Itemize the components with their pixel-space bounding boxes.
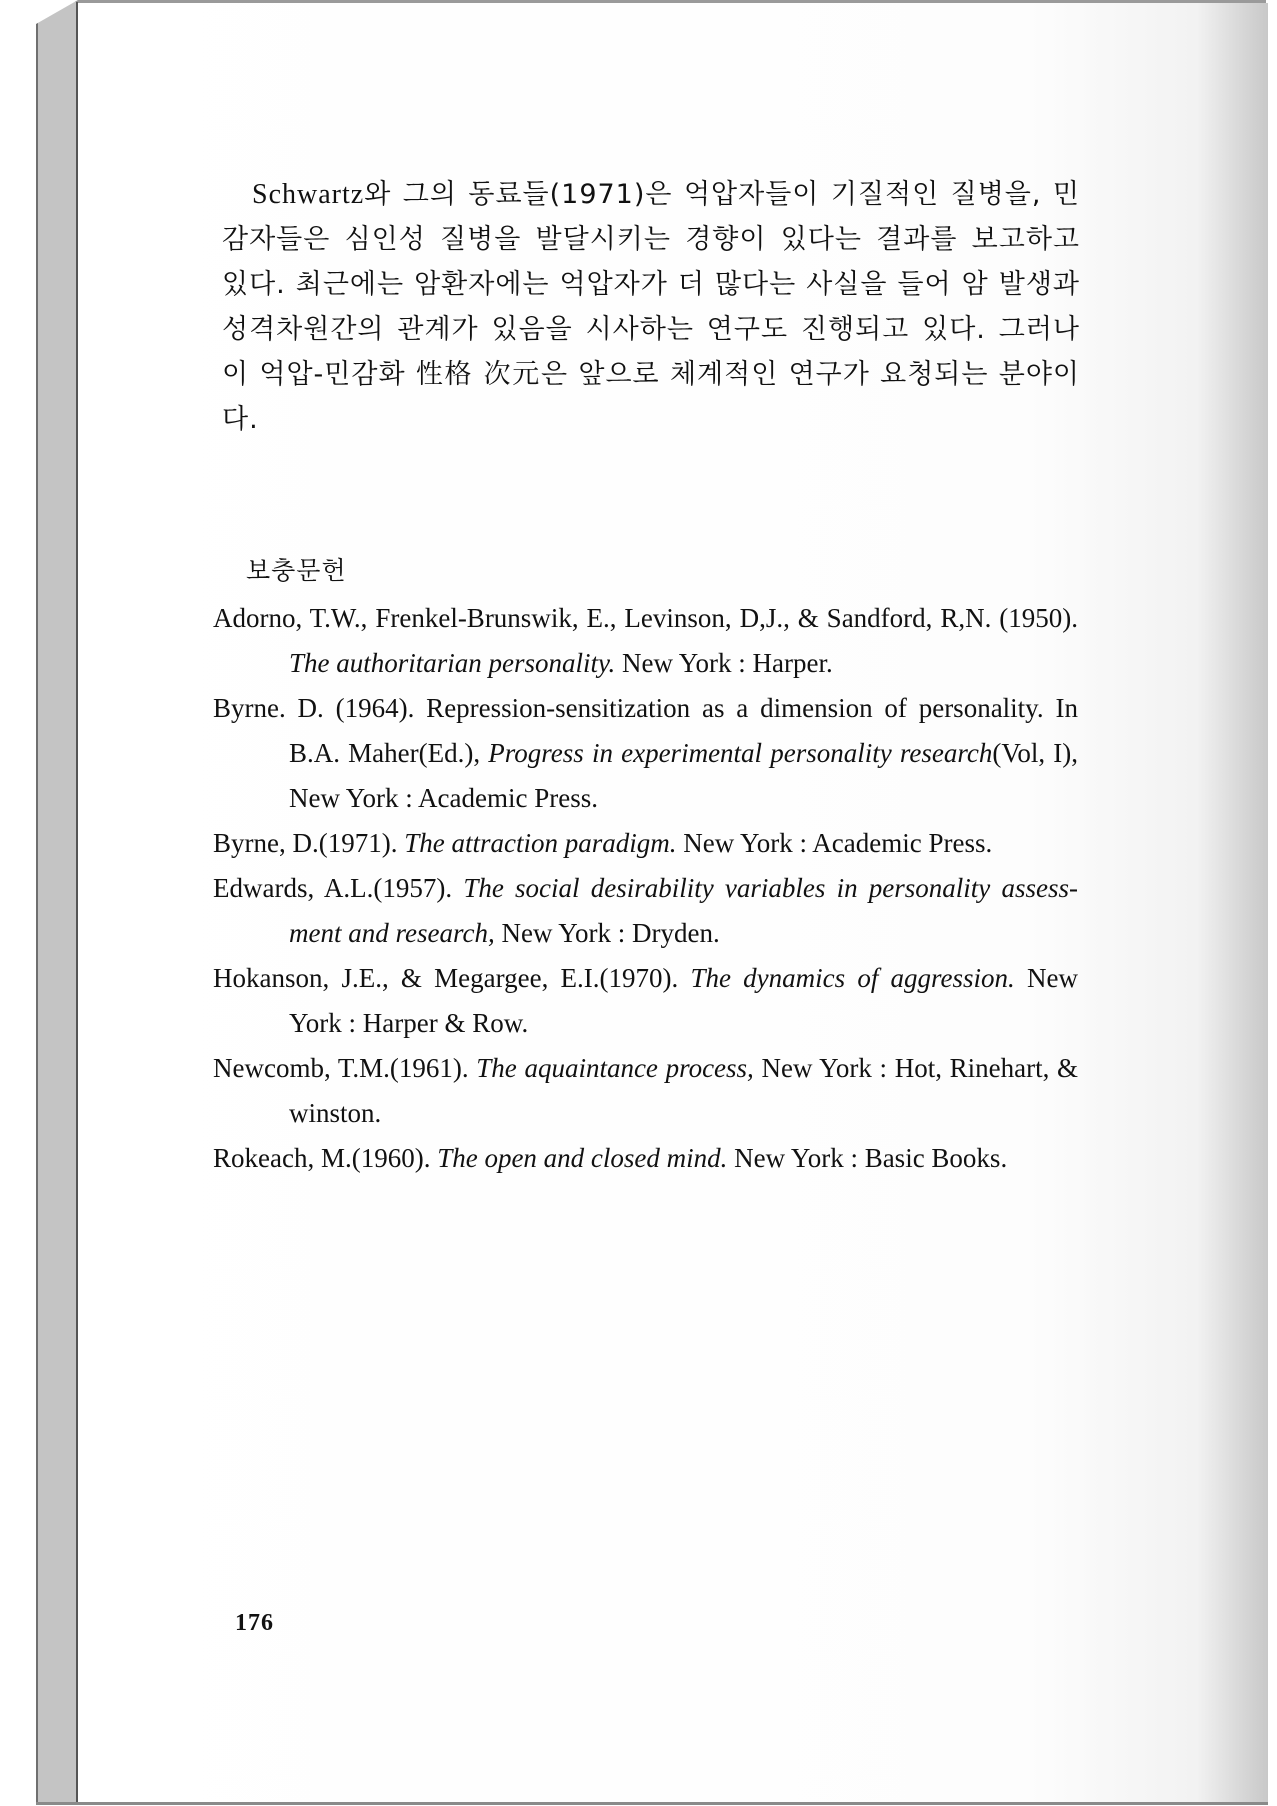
reference-authors: Byrne. D. (1964). Repression-sensitization as a dimension of personality. In B.A. Maher(Ed.), bbox=[213, 693, 1078, 768]
reference-item bbox=[213, 1136, 1078, 1181]
reference-publisher: (Vol, I), New York : Academic Press. bbox=[289, 738, 1078, 813]
reference-title: Progress in experimental personality research bbox=[488, 738, 993, 768]
reference-authors: Rokeach, M.(1960). bbox=[213, 1143, 438, 1173]
body-paragraph bbox=[222, 172, 1080, 442]
reference-authors: Hokanson, J.E., & Megargee, E.I.(1970). bbox=[213, 963, 691, 993]
reference-title: The open and closed mind. bbox=[437, 1143, 728, 1173]
book-spine bbox=[36, 2, 78, 1802]
reference-authors: Newcomb, T.M.(1961). bbox=[213, 1053, 477, 1083]
reference-publisher: New York : Dryden. bbox=[494, 918, 720, 948]
reference-title: The dynamics of aggression. bbox=[690, 963, 1015, 993]
reference-title: The attraction paradigm. bbox=[404, 828, 677, 858]
reference-title: The aquaintance process, bbox=[476, 1053, 754, 1083]
reference-item bbox=[213, 821, 1078, 866]
paragraph-author: Schwartz bbox=[252, 179, 365, 210]
spine-corner bbox=[36, 0, 78, 24]
reference-authors: Byrne, D.(1971). bbox=[213, 828, 405, 858]
reference-item bbox=[213, 866, 1078, 956]
reference-item bbox=[213, 956, 1078, 1046]
book-bottom-edge bbox=[36, 1802, 1268, 1805]
reference-publisher: New York : Harper. bbox=[615, 648, 833, 678]
paragraph-text: 와 그의 동료들(1971)은 억압자들이 기질적인 질병을, 민감자들은 심인성 질병을 발달시키는 경향이 있다는 결과를 보고하고 있다. 최근에는 암환자에는 억압자가 더 많다는 사실을 들어 암 발생과 성격차원간의 관계가 있음을 시사하는 연구도 진행되고 있다. 그러나 이 억압-민감화 性格 次元은 앞으로 체계적인 연구가 요청되는 분야이다. bbox=[222, 179, 1080, 435]
reference-publisher: New York : Hot, Rinehart, & winston. bbox=[289, 1053, 1078, 1128]
reference-item bbox=[213, 1046, 1078, 1136]
reference-item bbox=[213, 686, 1078, 821]
reference-title: The social desirability variables in personality assess-ment and research, bbox=[289, 873, 1078, 948]
reference-authors: Adorno, T.W., Frenkel-Brunswik, E., Levinson, D,J., & Sandford, R,N. (1950). bbox=[213, 603, 1078, 633]
reference-item bbox=[213, 596, 1078, 686]
reference-publisher: New York : Academic Press. bbox=[676, 828, 993, 858]
reference-publisher: New York : Basic Books. bbox=[727, 1143, 1008, 1173]
page-number: 176 bbox=[235, 1610, 274, 1636]
reference-title: The authoritarian personality. bbox=[289, 648, 616, 678]
supplementary-heading: 보충문헌 bbox=[246, 556, 347, 585]
reference-authors: Edwards, A.L.(1957). bbox=[213, 873, 464, 903]
reference-publisher: New York : Harper & Row. bbox=[289, 963, 1079, 1038]
reference-list bbox=[213, 596, 1078, 1181]
